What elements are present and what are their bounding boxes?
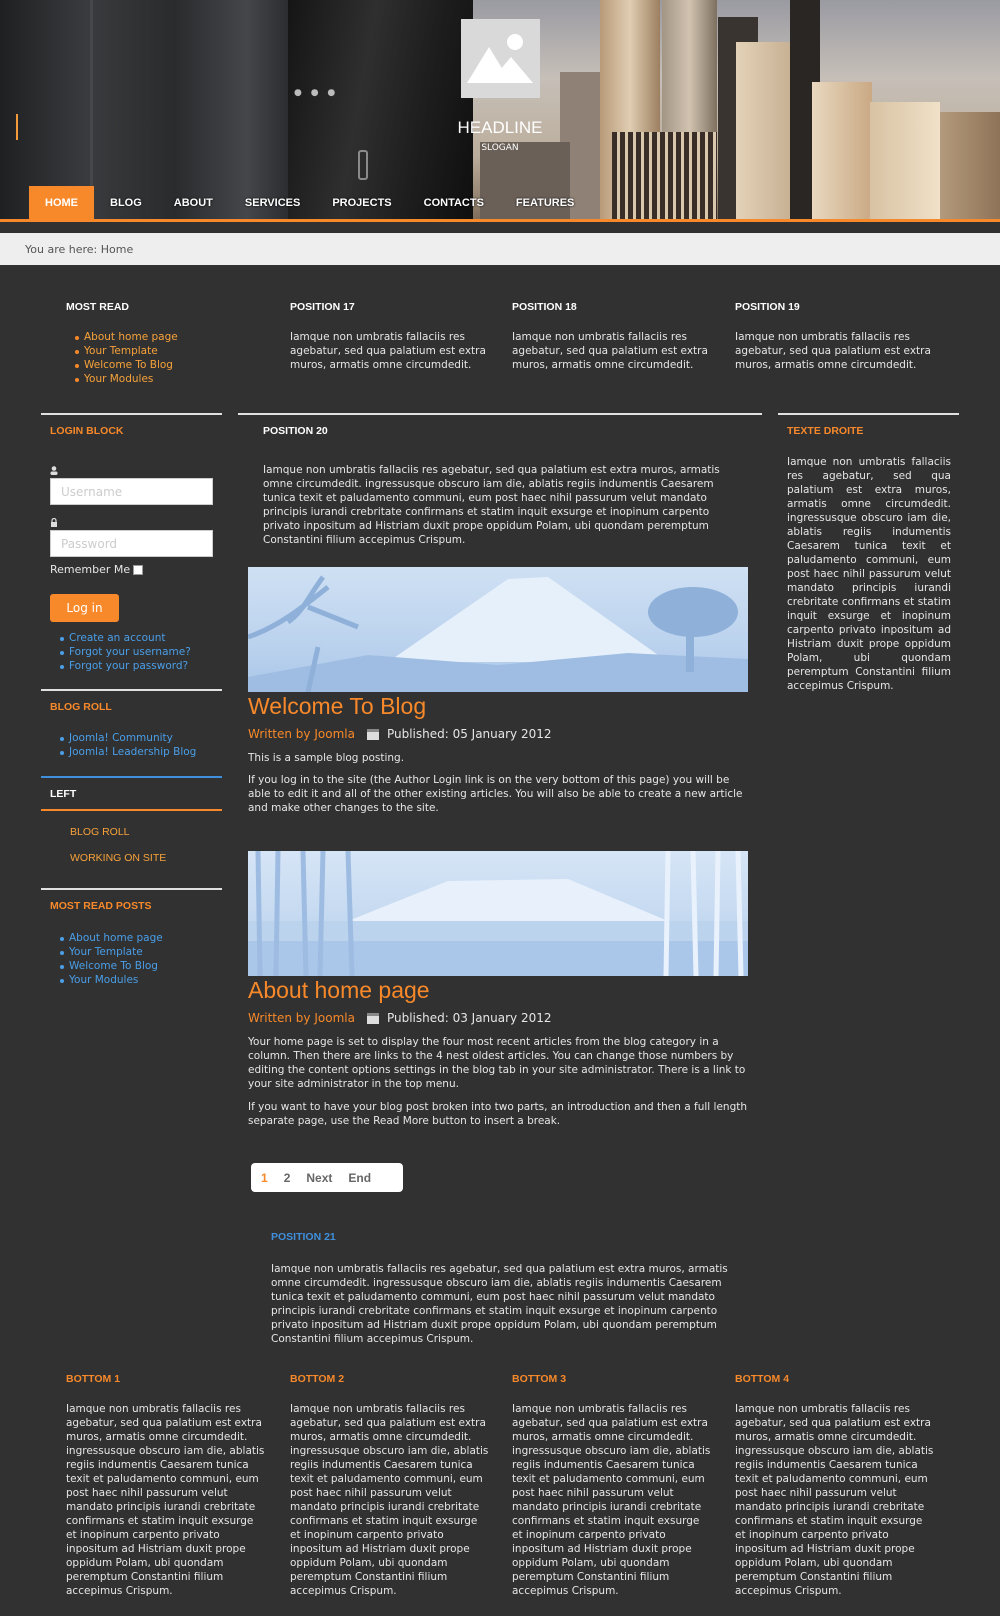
article-published: Published: 03 January 2012 <box>386 1011 552 1025</box>
most-read-link[interactable]: Welcome To Blog <box>84 359 173 371</box>
page-end-link[interactable]: End <box>348 1170 372 1185</box>
most-read-post-link[interactable]: Your Template <box>69 946 143 958</box>
module-position-18 <box>512 301 712 372</box>
nav-item-about[interactable]: ABOUT <box>173 197 213 209</box>
nav-item-contacts[interactable]: CONTACTS <box>423 197 484 209</box>
divider <box>41 888 222 890</box>
forgot-password-link[interactable]: Forgot your password? <box>69 660 189 672</box>
left-menu-title: LEFT <box>50 788 77 800</box>
user-icon <box>50 466 58 475</box>
module-title: BOTTOM 1 <box>66 1373 121 1385</box>
list-item <box>74 372 266 386</box>
username-field[interactable]: Username <box>50 478 213 505</box>
nav-item-projects[interactable]: PROJECTS <box>332 197 392 209</box>
article-title-link[interactable]: About home page <box>248 977 430 1003</box>
module-title: POSITION 17 <box>290 301 355 313</box>
most-read-link[interactable]: Your Template <box>84 345 158 357</box>
list-item <box>59 959 163 973</box>
list-item <box>74 344 266 358</box>
module-title: POSITION 19 <box>735 301 800 313</box>
article-paragraph: This is a sample blog posting. <box>248 752 405 764</box>
list-item <box>74 330 266 344</box>
article-image-mountain <box>248 567 748 692</box>
module-title: BOTTOM 4 <box>735 1373 790 1385</box>
list-item <box>59 945 163 959</box>
list-item <box>59 631 191 645</box>
site-header <box>0 0 1000 222</box>
module-position-17 <box>290 301 490 372</box>
create-account-link[interactable]: Create an account <box>69 632 166 644</box>
nav-item-features[interactable]: FEATURES <box>515 197 575 209</box>
article-title-link[interactable]: Welcome To Blog <box>248 693 427 719</box>
article-published: Published: 05 January 2012 <box>386 727 552 741</box>
texte-droite-text: Iamque non umbratis fallaciis res agebatur, sed qua palatium est extra muros, armatis omne circumdedit. ingressusque obscuro iam die, ablatis regiis indumentis Caesarem tunica texit et paludamento communi, eum post haec nihil passurum velut mandato principis iurandi crebritate confirmans et statim inquit exsurge et inopinum carpento privato inpositum ad Histriam duxit prope oppidum Polam, ubi quondam peremptum Constantini filium accepimus Crispum. <box>787 456 951 692</box>
article-paragraph: If you want to have your blog post broken into two parts, an introduction and then a full length separate page, use the Read More button to insert a break. <box>248 1101 748 1127</box>
divider <box>238 413 762 415</box>
list-item <box>59 931 163 945</box>
most-read-posts-title: MOST READ POSTS <box>50 900 152 912</box>
header-photo-briefcase: ● ● ● <box>288 0 473 222</box>
article-image-bamboo <box>248 851 748 976</box>
site-headline: HEADLINE <box>457 118 543 137</box>
most-read-link[interactable]: Your Modules <box>84 373 154 385</box>
login-block-title: LOGIN BLOCK <box>50 425 124 437</box>
list-item <box>59 731 196 745</box>
position-20-title: POSITION 20 <box>263 425 328 437</box>
position-21-title: POSITION 21 <box>271 1231 336 1243</box>
header-accent-bar <box>16 114 18 140</box>
module-bottom-1 <box>66 1373 266 1598</box>
module-text: Iamque non umbratis fallaciis res agebatur, sed qua palatium est extra muros, armatis omne circumdedit. ingressusque obscuro iam die, ablatis regiis indumentis Caesarem tunica texit et paludamento communi, eum post haec nihil passurum velut mandato principis iurandi crebritate confirmans et statim inquit exsurge et inopinum carpento privato inpositum ad Histriam duxit prope oppidum Polam, ubi quondam peremptum Constantini filium accepimus Crispum. <box>66 1403 265 1597</box>
position-21-text: Iamque non umbratis fallaciis res agebatur, sed qua palatium est extra muros, armatis omne circumdedit. ingressusque obscuro iam die, ablatis regiis indumentis Caesarem tunica texit et paludamento communi, eum post haec nihil passurum velut mandato principis iurandi crebritate confirmans et statim inquit exsurge et inopinum carpento privato inpositum ad Histriam duxit prope oppidum Polam, ubi quondam peremptum Constantini filium accepimus Crispum. <box>271 1263 728 1345</box>
module-title: BOTTOM 2 <box>290 1373 345 1385</box>
blog-roll-title: BLOG ROLL <box>50 701 112 713</box>
module-most-read <box>66 301 266 386</box>
list-item <box>59 745 196 759</box>
lock-icon <box>50 518 58 527</box>
logo-placeholder-icon[interactable] <box>461 19 540 98</box>
forgot-username-link[interactable]: Forgot your username? <box>69 646 191 658</box>
module-text: Iamque non umbratis fallaciis res agebatur, sed qua palatium est extra muros, armatis omne circumdedit. ingressusque obscuro iam die, ablatis regiis indumentis Caesarem tunica texit et paludamento communi, eum post haec nihil passurum velut mandato principis iurandi crebritate confirmans et statim inquit exsurge et inopinum carpento privato inpositum ad Histriam duxit prope oppidum Polam, ubi quondam peremptum Constantini filium accepimus Crispum. <box>290 1403 489 1597</box>
nav-item-home[interactable]: HOME <box>29 186 94 220</box>
texte-droite-title: TEXTE DROITE <box>787 425 864 437</box>
position-20-text: Iamque non umbratis fallaciis res agebatur, sed qua palatium est extra muros, armatis omne circumdedit. ingressusque obscuro iam die, ablatis regiis indumentis Caesarem tunica texit et paludamento communi, eum post haec nihil passurum velut mandato principis iurandi crebritate confirmans et statim inquit exsurge et inopinum carpento privato inpositum ad Histriam duxit prope oppidum Polam, ubi quondam peremptum Constantini filium accepimus Crispum. <box>263 464 720 546</box>
most-read-post-link[interactable]: About home page <box>69 932 163 944</box>
list-item <box>74 358 266 372</box>
nav-item-services[interactable]: SERVICES <box>244 197 301 209</box>
most-read-link[interactable]: About home page <box>84 331 178 343</box>
nav-underline <box>0 219 1000 222</box>
blogroll-link[interactable]: Joomla! Community <box>69 732 173 744</box>
breadcrumb: You are here: Home <box>0 233 1000 265</box>
left-menu-item-working-on-site[interactable]: WORKING ON SITE <box>70 852 167 864</box>
pagination <box>251 1163 403 1192</box>
nav-item-blog[interactable]: BLOG <box>110 197 142 209</box>
divider <box>41 413 222 415</box>
module-text: Iamque non umbratis fallaciis res agebatur, sed qua palatium est extra muros, armatis omne circumdedit. <box>735 331 931 371</box>
site-slogan: SLOGAN <box>481 143 519 153</box>
remember-me-checkbox[interactable] <box>133 565 143 575</box>
module-title: MOST READ <box>66 301 129 313</box>
page-next-link[interactable]: Next <box>306 1170 333 1185</box>
login-button[interactable]: Log in <box>50 594 119 622</box>
module-position-19 <box>735 301 935 372</box>
password-field[interactable]: Password <box>50 530 213 557</box>
module-text: Iamque non umbratis fallaciis res agebatur, sed qua palatium est extra muros, armatis omne circumdedit. <box>290 331 486 371</box>
divider <box>41 689 222 691</box>
article-author: Written by Joomla <box>248 1011 355 1025</box>
divider <box>778 413 959 415</box>
most-read-post-link[interactable]: Welcome To Blog <box>69 960 158 972</box>
calendar-icon <box>367 1013 379 1024</box>
main-nav <box>0 186 1000 220</box>
calendar-icon <box>367 729 379 740</box>
module-title: BOTTOM 3 <box>512 1373 567 1385</box>
module-text: Iamque non umbratis fallaciis res agebatur, sed qua palatium est extra muros, armatis omne circumdedit. <box>512 331 708 371</box>
blogroll-link[interactable]: Joomla! Leadership Blog <box>69 746 197 758</box>
divider <box>41 776 222 778</box>
remember-me-label: Remember Me <box>50 563 131 576</box>
module-bottom-3 <box>512 1373 712 1598</box>
article-paragraph: Your home page is set to display the four most recent articles from the blog category in a column. Then there are links to the 4 nest oldest articles. You can change those numbers by editing the content options settings in the blog tab in your site administrator. There is a link to your site administrator in the top menu. <box>248 1036 746 1090</box>
page-link-1[interactable]: 1 <box>261 1170 268 1185</box>
article-paragraph: If you log in to the site (the Author Login link is on the very bottom of this page) you will be able to edit it and all of the other existing articles. You will also be able to create a new article and make other changes to the site. <box>248 774 743 814</box>
article-author: Written by Joomla <box>248 727 355 741</box>
list-item <box>59 659 191 673</box>
module-text: Iamque non umbratis fallaciis res agebatur, sed qua palatium est extra muros, armatis omne circumdedit. ingressusque obscuro iam die, ablatis regiis indumentis Caesarem tunica texit et paludamento communi, eum post haec nihil passurum velut mandato principis iurandi crebritate confirmans et statim inquit exsurge et inopinum carpento privato inpositum ad Histriam duxit prope oppidum Polam, ubi quondam peremptum Constantini filium accepimus Crispum. <box>512 1403 711 1597</box>
divider <box>41 809 222 811</box>
list-item <box>59 973 163 987</box>
module-text: Iamque non umbratis fallaciis res agebatur, sed qua palatium est extra muros, armatis omne circumdedit. ingressusque obscuro iam die, ablatis regiis indumentis Caesarem tunica texit et paludamento communi, eum post haec nihil passurum velut mandato principis iurandi crebritate confirmans et statim inquit exsurge et inopinum carpento privato inpositum ad Histriam duxit prope oppidum Polam, ubi quondam peremptum Constantini filium accepimus Crispum. <box>735 1403 934 1597</box>
page-link-2[interactable]: 2 <box>283 1170 291 1185</box>
module-title: POSITION 18 <box>512 301 577 313</box>
module-bottom-2 <box>290 1373 490 1598</box>
module-bottom-4 <box>735 1373 935 1598</box>
left-menu-item-blog-roll[interactable]: BLOG ROLL <box>70 826 130 838</box>
list-item <box>59 645 191 659</box>
most-read-post-link[interactable]: Your Modules <box>69 974 139 986</box>
